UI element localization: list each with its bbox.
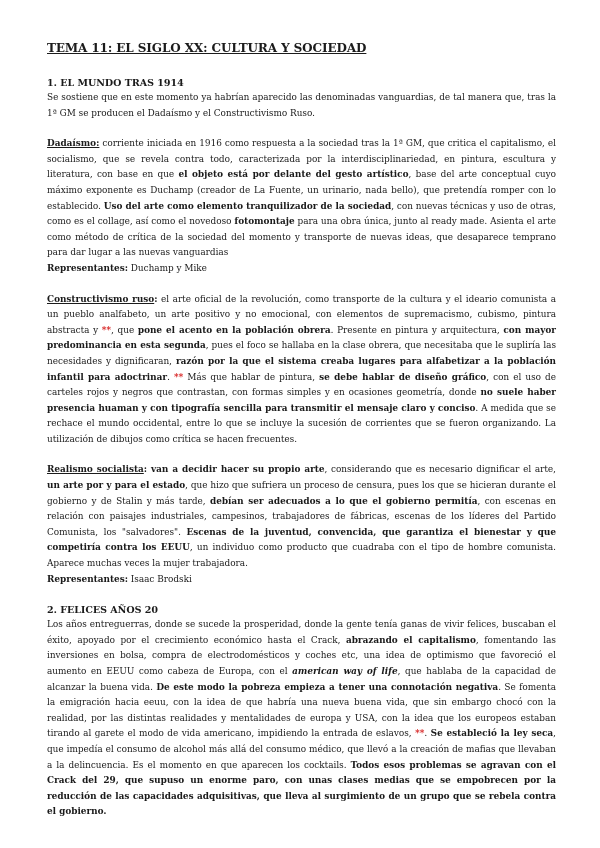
asterisk-note: **: [101, 325, 112, 336]
term-realismo-socialista: Realismo socialista: [47, 465, 144, 476]
paragraph-dadaismo: Dadaísmo: corriente iniciada en 1916 como respuesta a la sociedad tras la 1ª GM, que critica el capitalismo, el socialismo, que se revela contra todo, caracterizada por la interdisciplinariedad, en pintura, escultura y literatura, con base en que el objeto está por delante del gesto artístico, base del arte conceptual cuyo máximo exponente es Duchamp (creador de La Fuente, un urinario, nada bello), que pretendía romper con lo establecido. Uso del arte como elemento tranquilizador de la sociedad, con nuevas técnicas y uso de otras, como es el collage, así como el novedoso fotomontaje para una obra única, junto al ready made. Asienta el arte como método de crítica de la sociedad del momento y transporte de nuevas ideas, que desaparece temprano para dar lugar a las nuevas vanguardias: [47, 139, 556, 259]
asterisk-note: **: [173, 372, 184, 383]
section-1-intro: Se sostiene que en este momento ya habrían aparecido las denominadas vanguardias, de tal manera que, tras la 1ª GM se producen el Dadaísmo y el Constructivismo Ruso.: [47, 93, 556, 119]
paragraph-realismo-socialista: Realismo socialista: van a decidir hacer su propio arte, considerando que es necesario dignificar el arte, un arte por y para el estado, que hizo que sufriera un proceso de censura, pues los que se hicieran durante el gobierno y de Stalin y más tarde, debían ser adecuados a lo que el gobierno permitía, con escenas en relación con paisajes industriales, campesinos, trabajadores de fábricas, escenas de los líderes del Partido Comunista, los "salvadores". Escenas de la juventud, convencida, que garantiza el bienestar y que competiría contra los EEUU, un individuo como producto que cuadraba con el tipo de hombre comunista. Aparece muchas veces la mujer trabajadora.: [47, 465, 557, 570]
document-body: [47, 40, 556, 821]
term-constructivismo: Constructivismo ruso: [47, 294, 155, 305]
page-title: TEMA 11: EL SIGLO XX: CULTURA Y SOCIEDAD: [47, 41, 367, 55]
representatives-dadaismo: Representantes: Duchamp y Mike: [47, 263, 207, 274]
section-heading-2: 2. FELICES AÑOS 20: [47, 605, 159, 617]
section-heading-1: 1. EL MUNDO TRAS 1914: [47, 78, 184, 89]
representatives-realismo: Representantes: Isaac Brodski: [47, 574, 192, 585]
paragraph-felices-anos-20: Los años entreguerras, donde se sucede la prosperidad, donde la gente tenía ganas de vivir felices, buscaban el éxito, apoyado por el crecimiento económico hasta el Crack, abrazando el capitalismo, fomentando las inversiones en bolsa, compra de electrodomésticos y coches etc, una idea de optimismo que favoreció el aumento en EEUU como cabeza de Europa, con el american way of life, que hablaba de la capacidad de alcanzar la buena vida. De este modo la pobreza empieza a tener una connotación negativa. Se fomenta la emigración hacia eeuu, con la idea de que habría una nueva buena vida, que sin embargo chocó con la realidad, por las distintas realidades y mentalidades de europa y USA, con la idea que los europeos estaban tirando al garete el modo de vida americano, impidiendo la entrada de eslavos, **. Se estableció la ley seca, que impedía el consumo de alcohol más allá del consumo médico, que llevó a la creación de mafias que llevaban a la delincuencia. Es el momento en que aparecen los cocktails. Todos esos problemas se agravan con el Crack del 29, que supuso un enorme paro, con unas clases medias que se empobrecen por la reducción de las capacidades adquisitivas, que lleva al surgimiento de un grupo que se rebela contra el gobierno.: [47, 620, 556, 818]
paragraph-constructivismo: Constructivismo ruso: el arte oficial de la revolución, como transporte de la cultura y el ideario comunista a un pueblo analfabeto, un arte positivo y no emocional, con elementos de supremacismo, cubismo, pintura abstracta y **, que pone el acento en la población obrera. Presente en pintura y arquitectura, con mayor predominancia en esta segunda, pues el foco se hallaba en la clase obrera, que necesitaba que le supliría las necesidades y dignificaran, razón por la que el sistema creaba lugares para alfabetizar a la población infantil para adoctrinar. ** Más que hablar de pintura, se debe hablar de diseño gráfico, con el uso de carteles rojos y negros que contrastan, con formas simples y en ocasiones geometría, donde no suele haber presencia huaman y con tipografía sencilla para transmitir el mensaje claro y conciso. A medida que se rechace el mundo occidental, entre lo que se incluye la sucesión de corrientes que se fueron organizando. La utilización de dibujos como crítica se hacen frecuentes.: [47, 294, 557, 445]
asterisk-note: **: [415, 729, 425, 740]
term-dadaismo: Dadaísmo:: [47, 139, 100, 150]
